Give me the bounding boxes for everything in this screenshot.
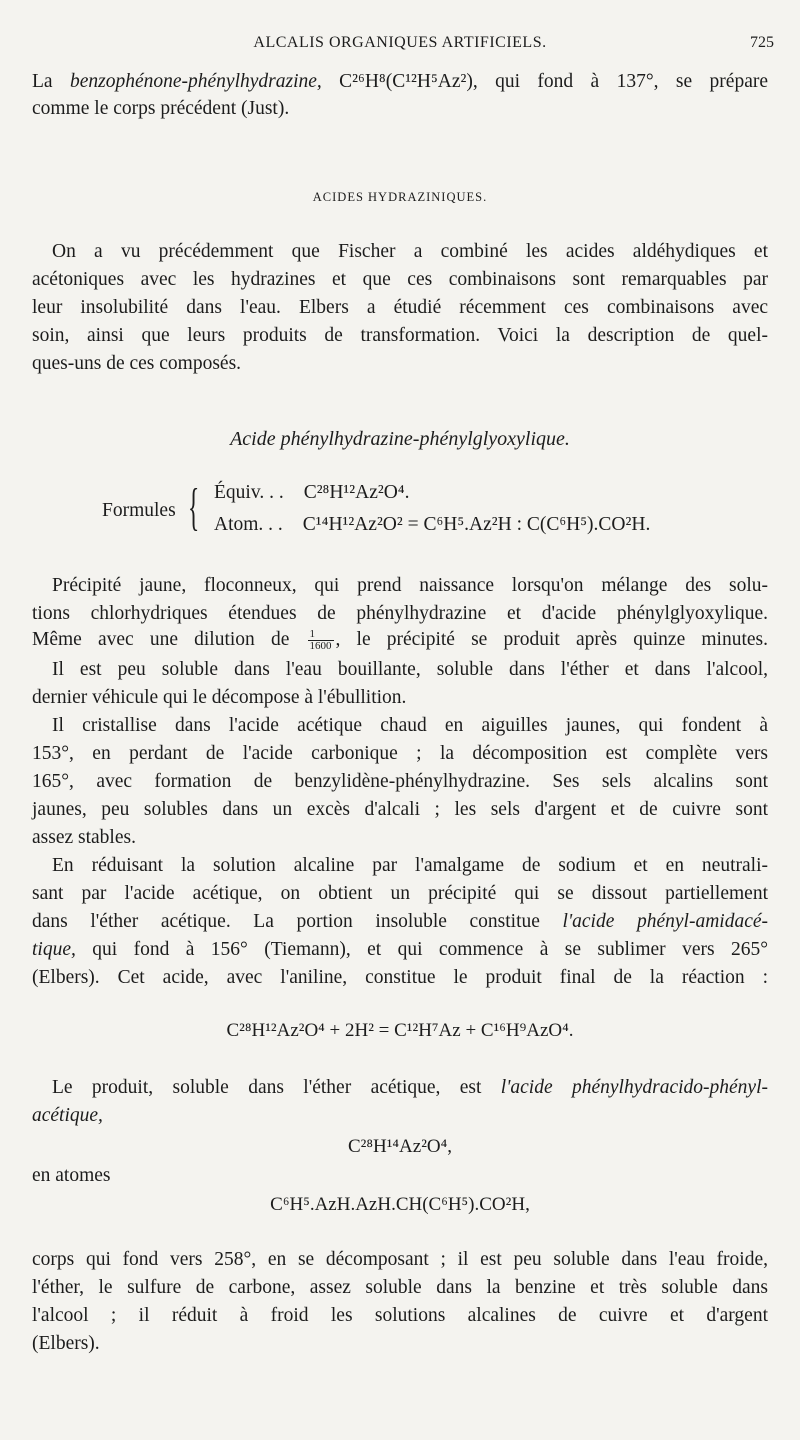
equiv-label: Équiv. . . [214, 482, 284, 503]
paragraph-line: 153°, en perdant de l'acide carbonique ; la décomposition est complète vers [32, 743, 768, 764]
paragraph-line: ques-uns de ces composés. [32, 353, 242, 374]
intro-text: La [32, 71, 70, 92]
paragraph-text: dans l'éther acétique. La portion insoluble constitue [32, 911, 563, 932]
paragraph-line: Précipité jaune, floconneux, qui prend naissance lorsqu'on mélange des solu- [52, 575, 768, 596]
intro-line-2: comme le corps précédent (Just). [32, 98, 290, 119]
equiv-formula: C²⁸H¹²Az²O⁴. [303, 482, 410, 503]
compound-name: benzophénone-phénylhydrazine, [69, 71, 322, 92]
paragraph-line: (Elbers). Cet acide, avec l'aniline, constitue le produit final de la réaction : [32, 967, 768, 988]
fraction-numerator: 1 [308, 629, 334, 641]
paragraph-line: l'éther, le sulfure de carbone, assez soluble dans la benzine et très soluble dans [32, 1277, 768, 1298]
paragraph-line [32, 628, 768, 652]
formula-equiv: C²⁸H¹⁴Az²O⁴, [348, 1136, 452, 1157]
paragraph-line: assez stables. [32, 827, 136, 848]
compound-name: tique, [32, 939, 76, 960]
paragraph-line: leur insolubilité dans l'eau. Elbers a étudié récemment ces combinaisons avec [32, 297, 768, 318]
atoms-label: en atomes [32, 1165, 111, 1186]
compound-name: l'acide phénylhydracido-phényl- [500, 1077, 768, 1098]
section-title: ACIDES HYDRAZINIQUES. [312, 190, 488, 204]
paragraph-line: soin, ainsi que leurs produits de transformation. Voici la description de quel- [32, 325, 768, 346]
compound-subtitle: Acide phénylhydrazine-phénylglyoxylique. [230, 428, 570, 450]
paragraph-text: Le produit, soluble dans l'éther acétique, est [52, 1077, 501, 1098]
formulas-label: Formules [102, 500, 176, 521]
paragraph-line: (Elbers). [32, 1333, 100, 1354]
intro-text: C²⁶H⁸(C¹²H⁵Az²), qui fond à 137°, se prépare [321, 71, 768, 92]
paragraph-text: , le précipité se produit après quinze minutes. [335, 629, 768, 650]
atom-row [214, 514, 650, 536]
curly-brace-icon: { [188, 479, 200, 536]
paragraph-line: jaunes, peu solubles dans un excès d'alcali ; les sels d'argent et de cuivre sont [32, 799, 768, 820]
atom-label: Atom. . . [214, 514, 283, 535]
paragraph-line: Il est peu soluble dans l'eau bouillante, soluble dans l'éther et dans l'alcool, [52, 659, 768, 680]
paragraph-text: Même avec une dilution de [32, 629, 306, 650]
atom-formula: C¹⁴H¹²Az²O² = C⁶H⁵.Az²H : C(C⁶H⁵).CO²H. [302, 514, 651, 535]
paragraph-line: sant par l'acide acétique, on obtient un précipité qui se dissout partiellement [32, 883, 768, 904]
compound-name: l'acide phényl-amidacé- [562, 911, 768, 932]
paragraph-line: Il cristallise dans l'acide acétique chaud en aiguilles jaunes, qui fondent à [52, 715, 768, 736]
paragraph-line: l'alcool ; il réduit à froid les solutions alcalines de cuivre et d'argent [32, 1305, 768, 1326]
paragraph-line: acétoniques avec les hydrazines et que ces combinaisons sont remarquables par [32, 269, 768, 290]
page-number: 725 [750, 34, 774, 51]
paragraph-line: corps qui fond vers 258°, en se décomposant ; il est peu soluble dans l'eau froide, [32, 1249, 768, 1270]
running-head: ALCALIS ORGANIQUES ARTIFICIELS. [253, 34, 547, 51]
paragraph-text: qui fond à 156° (Tiemann), et qui commence à se sublimer vers 265° [75, 939, 768, 960]
paragraph-line: acétique, [32, 1105, 103, 1126]
reaction-equation: C²⁸H¹²Az²O⁴ + 2H² = C¹²H⁷Az + C¹⁶H⁹AzO⁴. [226, 1020, 574, 1041]
paragraph-line: En réduisant la solution alcaline par l'amalgame de sodium et en neutrali- [52, 855, 768, 876]
paragraph-line [32, 910, 768, 934]
formula-atom: C⁶H⁵.AzH.AzH.CH(C⁶H⁵).CO²H, [270, 1194, 530, 1215]
paragraph-line: dernier véhicule qui le décompose à l'ébullition. [32, 687, 407, 708]
paragraph-line [32, 938, 768, 962]
paragraph-line: 165°, avec formation de benzylidène-phénylhydrazine. Ses sels alcalins sont [32, 771, 768, 792]
fraction-denominator: 1600 [309, 640, 332, 653]
paragraph-line [32, 1076, 768, 1100]
intro-line-1 [32, 70, 768, 94]
formula-block [102, 479, 702, 546]
paragraph-line: tions chlorhydriques étendues de phénylhydrazine et d'acide phénylglyoxylique. [32, 603, 768, 624]
equiv-row [214, 482, 409, 504]
paragraph-line: On a vu précédemment que Fischer a combiné les acides aldéhydiques et [52, 241, 768, 262]
fraction [308, 629, 334, 652]
